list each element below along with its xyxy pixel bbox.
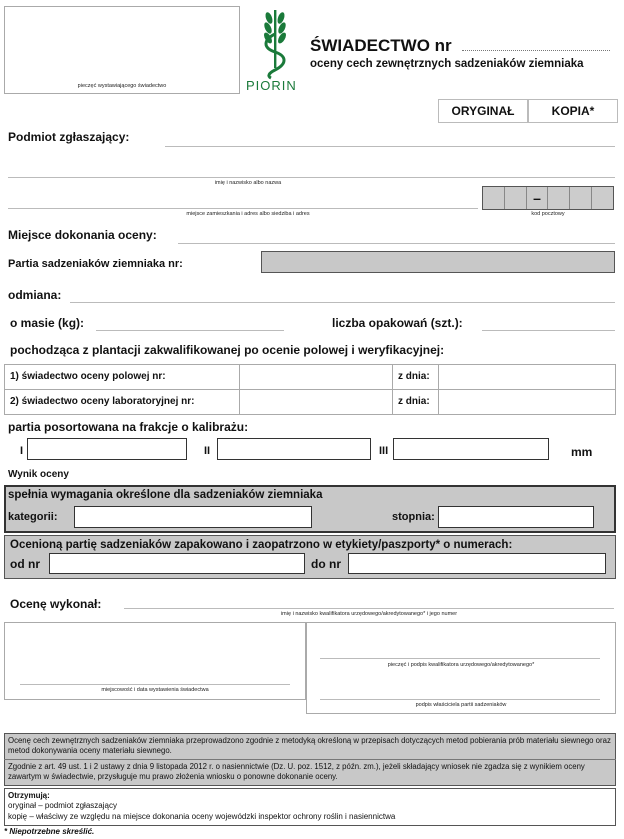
signature-box	[306, 622, 616, 714]
place-label: Miejsce dokonania oceny:	[8, 228, 157, 242]
calibration-label: partia posortowana na frakcje o kalibrażu:	[8, 420, 249, 434]
cert-1-date-label: z dnia:	[398, 371, 430, 382]
fraction-3-field[interactable]	[393, 438, 549, 460]
cert-2-date-field[interactable]	[439, 390, 615, 414]
copy-label: KOPIA*	[551, 104, 595, 118]
meets-label: spełnia wymagania określone dla sadzeniaków ziemniaka	[8, 489, 323, 501]
category-label: kategorii:	[8, 511, 58, 523]
assessor-field[interactable]	[124, 608, 614, 609]
place-date-caption: miejscowość i data wystawienia świadectwa	[101, 687, 209, 693]
batch-number-field[interactable]	[261, 251, 615, 273]
cert-2-label: 2) świadectwo oceny laboratoryjnej nr:	[10, 396, 195, 407]
fraction-1-label: I	[20, 445, 24, 457]
applicant-line-1[interactable]	[165, 146, 615, 147]
category-field[interactable]	[74, 506, 312, 528]
applicant-name-caption: imię i nazwisko albo nazwa	[214, 180, 282, 186]
stamp-box	[4, 6, 240, 94]
packages-label: liczba opakowań (szt.):	[332, 316, 463, 330]
result-heading: Wynik oceny	[8, 469, 69, 480]
owner-signature-field[interactable]	[320, 699, 600, 700]
postal-code-field[interactable]	[482, 186, 614, 210]
cert-2-date-label: z dnia:	[398, 396, 430, 407]
cert-2-number-field[interactable]	[240, 390, 392, 414]
certificate-number-field[interactable]	[462, 50, 610, 51]
place-field[interactable]	[178, 243, 615, 244]
owner-signature-caption: podpis właściciela partii sadzeniaków	[415, 702, 507, 708]
cert-1-number-field[interactable]	[240, 365, 392, 389]
footnote: * Niepotrzebne skreślić.	[4, 827, 95, 836]
packing-label: Ocenioną partię sadzeniaków zapakowano i zaopatrzono w etykiety/paszporty* o numerach:	[10, 539, 513, 551]
stamp-caption: pieczęć wystawiającego świadectwo	[77, 83, 167, 89]
postal-dash: –	[527, 187, 549, 209]
fraction-3-label: III	[379, 445, 389, 457]
grade-field[interactable]	[438, 506, 594, 528]
fraction-2-label: II	[204, 445, 211, 457]
applicant-line-2[interactable]	[8, 177, 615, 178]
fraction-2-field[interactable]	[217, 438, 371, 460]
place-date-field[interactable]	[20, 684, 290, 685]
from-label: od nr	[10, 557, 40, 571]
to-number-field[interactable]	[348, 553, 606, 574]
original-label: ORYGINAŁ	[451, 104, 515, 118]
cert-1-date-field[interactable]	[439, 365, 615, 389]
fraction-1-field[interactable]	[27, 438, 187, 460]
note-2: Zgodnie z art. 49 ust. 1 i 2 ustawy z dnia 9 listopada 2012 r. o nasiennictwie (Dz. U. poz. 1512, z późn. zm.), jeżeli składający wniosek nie zgadza się z wynikiem oceny zawartym w świadectwie, przysługuje mu prawo złożenia wniosku o ponowne dokonanie oceny.	[8, 762, 585, 781]
cert-1-label: 1) świadectwo oceny polowej nr:	[10, 371, 166, 382]
from-number-field[interactable]	[49, 553, 305, 574]
applicant-label: Podmiot zgłaszający:	[8, 130, 130, 144]
recipient-2: kopię – właściwy ze względu na miejsce dokonania oceny wojewódzki inspektor ochrony roślin i nasiennictwa	[8, 812, 396, 821]
page-subtitle: oceny cech zewnętrznych sadzeniaków ziemniaka	[310, 58, 584, 70]
recipients-heading: Otrzymują:	[8, 791, 50, 800]
variety-label: odmiana:	[8, 288, 62, 302]
variety-field[interactable]	[70, 302, 615, 303]
assessor-label: Ocenę wykonał:	[10, 597, 102, 611]
piorin-logo-text: PIORIN	[246, 78, 297, 93]
address-caption: miejsce zamieszkania i adres albo siedziba i adres	[186, 211, 310, 217]
signature-caption: pieczęć i podpis kwalifikatora urzędowego/akredytowanego*	[387, 662, 535, 668]
grade-label: stopnia:	[392, 511, 435, 523]
page-title: ŚWIADECTWO nr	[310, 36, 452, 55]
packages-field[interactable]	[482, 330, 615, 331]
postal-code-caption: kod pocztowy	[531, 211, 565, 217]
unit-label: mm	[571, 445, 593, 459]
assessor-caption: imię i nazwisko kwalifikatora urzędowego/akredytowanego* i jego numer	[280, 611, 458, 617]
signature-field[interactable]	[320, 658, 600, 659]
to-label: do nr	[311, 557, 341, 571]
address-line[interactable]	[8, 208, 478, 209]
mass-field[interactable]	[96, 330, 284, 331]
origin-label: pochodząca z plantacji zakwalifikowanej po ocenie polowej i weryfikacyjnej:	[10, 343, 445, 357]
mass-label: o masie (kg):	[10, 316, 85, 330]
piorin-logo-icon	[255, 8, 295, 80]
recipient-1: oryginał – podmiot zgłaszający	[8, 801, 117, 810]
note-1: Ocenę cech zewnętrznych sadzeniaków ziemniaka przeprowadzono zgodnie z metodyką określoną w przepisach dotyczących metod pobierania prób materiału siewnego oraz metod dokonywania oceny materiału siewnego.	[8, 736, 611, 755]
batch-label: Partia sadzeniaków ziemniaka nr:	[8, 258, 183, 270]
